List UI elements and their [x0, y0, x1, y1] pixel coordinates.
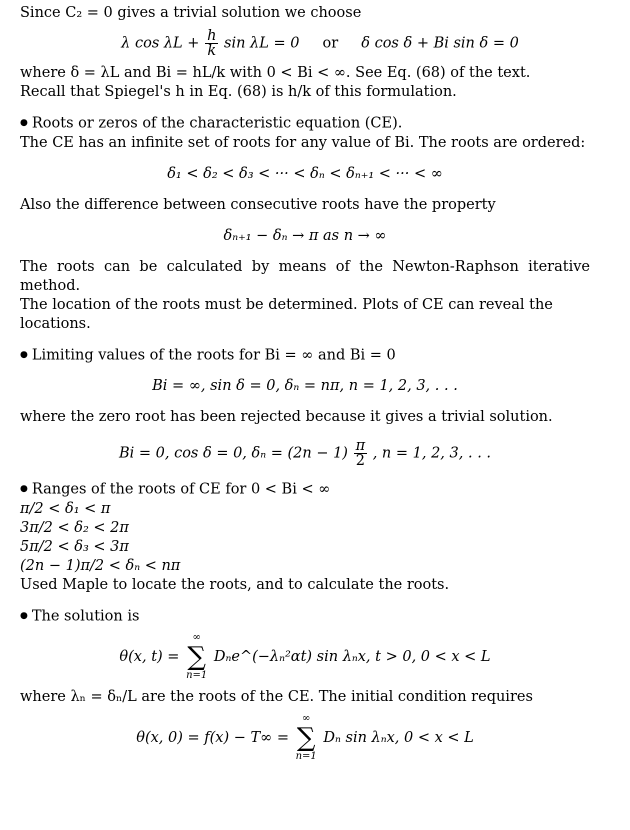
- range-2: 3π/2 < δ₂ < 2π: [20, 519, 129, 536]
- bi-zero-left: Bi = 0, cos δ = 0, δₙ = (2n − 1): [118, 445, 348, 462]
- initial-condition-equation: [20, 713, 590, 763]
- bi-zero-fraction: [354, 439, 368, 468]
- section-roots: [20, 114, 590, 134]
- section-solution: [20, 607, 590, 627]
- lambda-line: where λₙ = δₙ/L are the roots of the CE. The initial condition requires: [20, 689, 533, 705]
- roots-order-equation: δ₁ < δ₂ < δ₃ < ··· < δₙ < δₙ₊₁ < ··· < ∞: [167, 165, 443, 182]
- ic-summation-bottom: n=1: [295, 751, 317, 762]
- eq1-or: or: [322, 35, 339, 52]
- bullet-icon: ●: [20, 349, 28, 360]
- range-n: (2n − 1)π/2 < δₙ < nπ: [20, 557, 181, 574]
- newton-line-3: locations.: [20, 315, 91, 332]
- eq1-frac-den: k: [207, 43, 217, 59]
- summation-sign: ∑: [187, 642, 206, 672]
- definition-line-2: Recall that Spiegel's h in Eq. (68) is h/k of this formulation.: [20, 84, 457, 100]
- ic-summation-sign: ∑: [296, 723, 316, 753]
- intro-line: Since C₂ = 0 gives a trivial solution we choose: [20, 5, 362, 21]
- maple-line: Used Maple to locate the roots, and to calculate the roots.: [20, 576, 450, 593]
- eq1-left-b: sin λL = 0: [224, 35, 300, 52]
- eq1-frac-num: h: [207, 28, 217, 44]
- bi-infinite-equation: Bi = ∞, sin δ = 0, δₙ = nπ, n = 1, 2, 3, . . .: [152, 378, 458, 394]
- summation-top: ∞: [192, 632, 201, 643]
- summation: [186, 632, 207, 682]
- definition-line-1: where δ = λL and Bi = hL/k with 0 < Bi < ∞. See Eq. (68) of the text.: [20, 65, 531, 81]
- difference-equation: δₙ₊₁ − δₙ → π as n → ∞: [223, 227, 387, 244]
- solution-rhs: Dₙe^(−λₙ²αt) sin λₙx, t > 0, 0 < x < L: [213, 649, 491, 665]
- newton-line-2: The location of the roots must be determined. Plots of CE can reveal the: [20, 296, 553, 313]
- range-1: π/2 < δ₁ < π: [20, 500, 111, 517]
- ic-rhs: Dₙ sin λₙx, 0 < x < L: [323, 730, 474, 746]
- summation-bottom: n=1: [186, 670, 208, 681]
- section-limiting: [20, 346, 590, 366]
- range-3: 5π/2 < δ₃ < 3π: [20, 538, 129, 555]
- eq1-left-a: λ cos λL +: [121, 35, 200, 52]
- section-roots-label: Roots or zeros of the characteristic equation (CE).: [31, 115, 403, 132]
- eq1-right: δ cos δ + Bi sin δ = 0: [361, 35, 519, 52]
- bullet-icon: ●: [20, 118, 28, 128]
- newton-line-1: The roots can be calculated by means of the Newton-Raphson iterative method.: [20, 258, 590, 294]
- bi-zero-right: , n = 1, 2, 3, . . .: [372, 445, 492, 462]
- difference-line: Also the difference between consecutive roots have the property: [20, 196, 496, 213]
- bi-zero-frac-den: 2: [355, 453, 365, 469]
- section-ranges: [20, 480, 590, 500]
- bi-zero-equation: [20, 439, 590, 468]
- ce-ordering-line: The CE has an infinite set of roots for any value of Bi. The roots are ordered:: [20, 134, 586, 151]
- section-solution-label: The solution is: [31, 608, 140, 624]
- bullet-icon: ●: [20, 610, 28, 621]
- solution-lhs: θ(x, t) =: [119, 649, 180, 665]
- ic-summation: [296, 713, 317, 763]
- zero-root-line: where the zero root has been rejected because it gives a trivial solution.: [20, 409, 553, 425]
- section-ranges-label: Ranges of the roots of CE for 0 < Bi < ∞: [31, 481, 331, 498]
- bullet-icon: ●: [20, 484, 28, 494]
- bi-zero-frac-num: π: [355, 438, 366, 454]
- ic-summation-top: ∞: [302, 713, 311, 724]
- section-limiting-label: Limiting values of the roots for Bi = ∞ and Bi = 0: [31, 347, 396, 363]
- eq1-fraction: [205, 29, 218, 58]
- solution-equation: [20, 632, 590, 682]
- characteristic-equation: [20, 29, 590, 58]
- ic-lhs: θ(x, 0) = f(x) − T∞ =: [136, 730, 289, 746]
